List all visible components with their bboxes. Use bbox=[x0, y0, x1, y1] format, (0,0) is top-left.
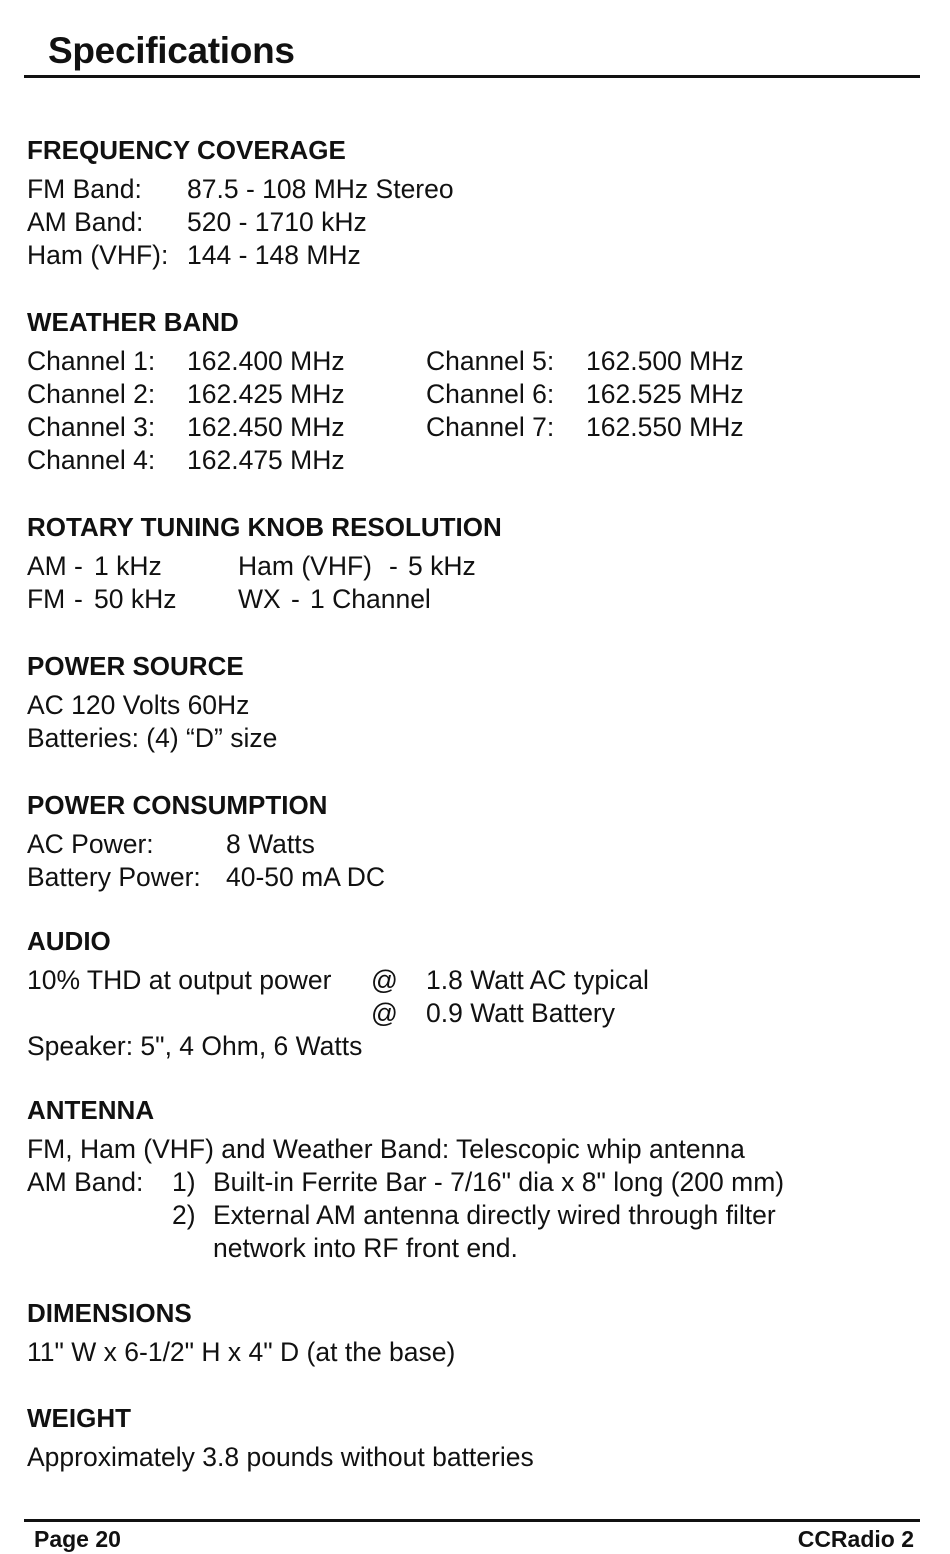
section-weight bbox=[27, 1403, 534, 1474]
section-power-consumption bbox=[27, 790, 386, 894]
dimensions-line: 11" W x 6-1/2" H x 4" D (at the base) bbox=[27, 1337, 456, 1367]
section-heading: POWER SOURCE bbox=[27, 651, 244, 681]
channel-value: 162.400 MHz bbox=[187, 346, 345, 376]
channel-value: 162.500 MHz bbox=[586, 346, 744, 376]
band-name: AM bbox=[27, 551, 67, 581]
section-heading: DIMENSIONS bbox=[27, 1298, 192, 1328]
step-value: 50 kHz bbox=[94, 584, 177, 614]
item-number: 1) bbox=[172, 1167, 196, 1197]
spec-row-ham bbox=[27, 239, 361, 272]
spec-value: 40-50 mA DC bbox=[226, 862, 386, 892]
product-name: CCRadio 2 bbox=[797, 1526, 914, 1552]
item-text: External AM antenna directly wired through filter bbox=[213, 1200, 776, 1230]
section-antenna bbox=[27, 1095, 785, 1265]
section-heading: FREQUENCY COVERAGE bbox=[27, 135, 346, 165]
channel-label: Channel 1: bbox=[27, 346, 156, 376]
weather-row bbox=[27, 345, 744, 378]
title-rule bbox=[24, 75, 920, 78]
channel-label: Channel 6: bbox=[426, 379, 555, 409]
section-power-source bbox=[27, 651, 278, 755]
channel-value: 162.525 MHz bbox=[586, 379, 744, 409]
channel-value: 162.550 MHz bbox=[586, 412, 744, 442]
section-heading: ANTENNA bbox=[27, 1095, 155, 1125]
thd-label: 10% THD at output power bbox=[27, 965, 332, 995]
channel-value: 162.475 MHz bbox=[187, 445, 345, 475]
section-heading: WEIGHT bbox=[27, 1403, 131, 1433]
step-value: 1 Channel bbox=[310, 584, 431, 614]
band-name: Ham (VHF) bbox=[238, 551, 372, 581]
channel-value: 162.425 MHz bbox=[187, 379, 345, 409]
band-name: WX bbox=[238, 584, 281, 614]
consumption-row bbox=[27, 861, 386, 894]
dash: - bbox=[389, 551, 398, 581]
antenna-am-row bbox=[27, 1232, 518, 1265]
audio-value: 0.9 Watt Battery bbox=[426, 998, 616, 1028]
at-symbol: @ bbox=[371, 965, 398, 995]
section-rotary-tuning bbox=[27, 512, 502, 616]
page-title: Specifications bbox=[48, 30, 295, 71]
am-band-label: AM Band: bbox=[27, 1167, 144, 1197]
page-number: Page 20 bbox=[34, 1526, 121, 1552]
section-heading: POWER CONSUMPTION bbox=[27, 790, 328, 820]
antenna-am-row bbox=[27, 1199, 776, 1232]
spec-value: 144 - 148 MHz bbox=[187, 240, 361, 270]
speaker-line: Speaker: 5", 4 Ohm, 6 Watts bbox=[27, 1031, 363, 1061]
dash: - bbox=[74, 551, 83, 581]
spec-label: Battery Power: bbox=[27, 862, 201, 892]
spec-value: 87.5 - 108 MHz Stereo bbox=[187, 174, 454, 204]
audio-row bbox=[27, 997, 616, 1030]
at-symbol: @ bbox=[371, 998, 398, 1028]
antenna-fm-line: FM, Ham (VHF) and Weather Band: Telescopic whip antenna bbox=[27, 1134, 745, 1164]
resolution-row bbox=[27, 550, 502, 583]
item-text: network into RF front end. bbox=[213, 1233, 518, 1263]
channel-label: Channel 3: bbox=[27, 412, 156, 442]
section-weather-band bbox=[27, 307, 744, 477]
step-value: 5 kHz bbox=[408, 551, 476, 581]
section-heading: AUDIO bbox=[27, 926, 111, 956]
item-number: 2) bbox=[172, 1200, 196, 1230]
power-source-line: AC 120 Volts 60Hz bbox=[27, 690, 250, 720]
channel-value: 162.450 MHz bbox=[187, 412, 345, 442]
antenna-am-row bbox=[27, 1166, 785, 1199]
dash: - bbox=[291, 584, 300, 614]
band-name: FM bbox=[27, 584, 66, 614]
spec-label: AM Band: bbox=[27, 207, 144, 237]
footer-rule bbox=[24, 1519, 920, 1522]
channel-label: Channel 2: bbox=[27, 379, 156, 409]
section-dimensions bbox=[27, 1298, 456, 1369]
weather-row bbox=[27, 411, 744, 444]
dash: - bbox=[74, 584, 83, 614]
power-source-line: Batteries: (4) “D” size bbox=[27, 723, 278, 753]
spec-value: 8 Watts bbox=[226, 829, 315, 859]
channel-label: Channel 7: bbox=[426, 412, 555, 442]
resolution-row bbox=[27, 583, 502, 616]
spec-label: Ham (VHF): bbox=[27, 240, 169, 270]
audio-value: 1.8 Watt AC typical bbox=[426, 965, 649, 995]
step-value: 1 kHz bbox=[94, 551, 162, 581]
consumption-row bbox=[27, 828, 327, 861]
section-heading: ROTARY TUNING KNOB RESOLUTION bbox=[27, 512, 502, 542]
spec-row-am bbox=[27, 206, 367, 239]
weather-row bbox=[27, 378, 744, 411]
channel-label: Channel 4: bbox=[27, 445, 156, 475]
item-text: Built-in Ferrite Bar - 7/16" dia x 8" long (200 mm) bbox=[213, 1167, 785, 1197]
audio-row bbox=[27, 964, 649, 997]
weather-row bbox=[27, 444, 345, 477]
spec-value: 520 - 1710 kHz bbox=[187, 207, 367, 237]
section-frequency-coverage bbox=[27, 135, 454, 272]
spec-label: AC Power: bbox=[27, 829, 154, 859]
spec-label: FM Band: bbox=[27, 174, 142, 204]
section-audio bbox=[27, 926, 649, 1063]
spec-row-fm bbox=[27, 173, 454, 206]
channel-label: Channel 5: bbox=[426, 346, 555, 376]
weight-line: Approximately 3.8 pounds without batteries bbox=[27, 1442, 534, 1472]
section-heading: WEATHER BAND bbox=[27, 307, 239, 337]
